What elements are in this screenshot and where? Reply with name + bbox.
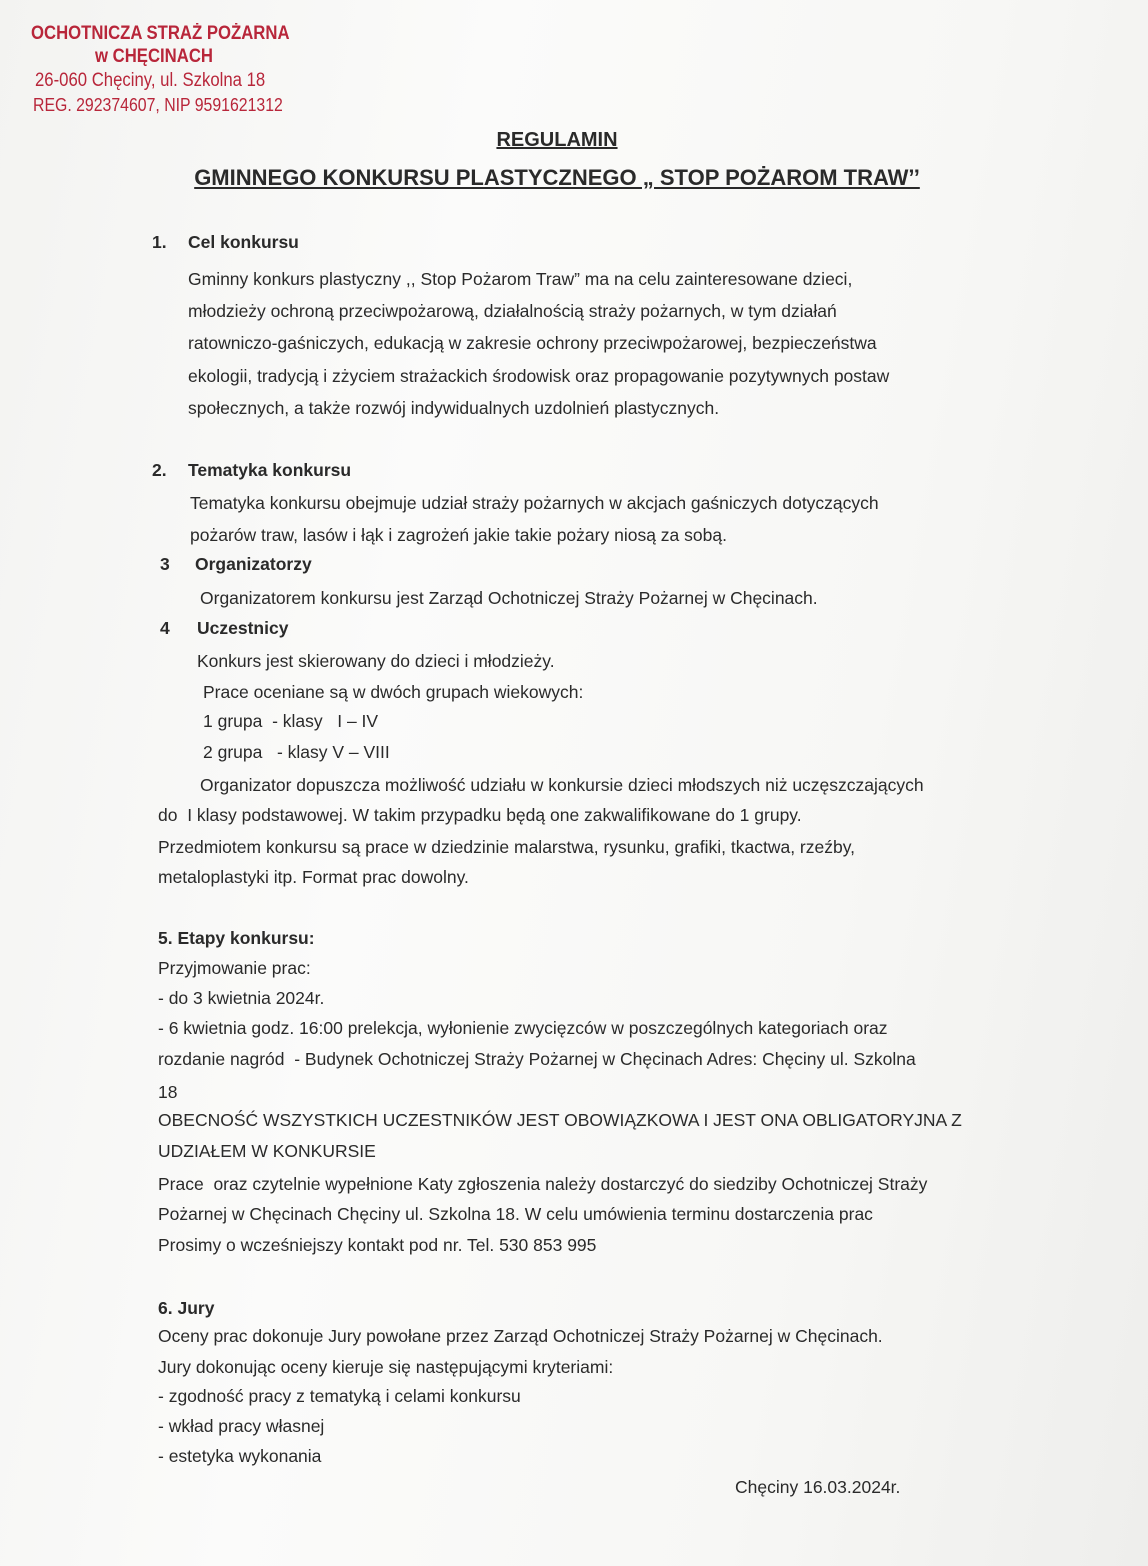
text-line: Tematyka konkursu obejmuje udział straży pożarnych w akcjach gaśniczych dotyczących: [190, 493, 879, 513]
stamp-line: OCHOTNICZA STRAŻ POŻARNA: [31, 23, 290, 44]
document-title: REGULAMIN: [496, 129, 618, 151]
text-line: - do 3 kwietnia 2024r.: [158, 988, 325, 1008]
section-number: 4: [160, 618, 170, 638]
text-line: młodzieży ochroną przeciwpożarową, działalnością straży pożarnych, w tym działań: [188, 301, 837, 321]
text-line: Organizator dopuszcza możliwość udziału w konkursie dzieci młodszych niż uczęszczających: [200, 775, 924, 795]
text-line: UDZIAŁEM W KONKURSIE: [158, 1141, 376, 1161]
text-line: Przyjmowanie prac:: [158, 958, 311, 978]
text-line: - wkład pracy własnej: [158, 1416, 325, 1436]
text-line: pożarów traw, lasów i łąk i zagrożeń jakie takie pożary niosą za sobą.: [190, 525, 727, 545]
document-subtitle: GMINNEGO KONKURSU PLASTYCZNEGO „ STOP POŻAROM TRAW’’: [194, 165, 920, 190]
section-heading: Uczestnicy: [197, 618, 289, 638]
text-line: Jury dokonując oceny kieruje się następującymi kryteriami:: [158, 1357, 614, 1377]
text-line: 2 grupa - klasy V – VIII: [203, 742, 390, 762]
section-number: 2.: [152, 460, 167, 480]
text-line: 1 grupa - klasy I – IV: [203, 711, 379, 731]
stamp-line: REG. 292374607, NIP 9591621312: [33, 95, 283, 115]
section-heading: 6. Jury: [158, 1298, 215, 1318]
text-line: Gminny konkurs plastyczny ,, Stop Pożarom Traw” ma na celu zainteresowane dzieci,: [188, 269, 853, 289]
text-line: do I klasy podstawowej. W takim przypadku będą one zakwalifikowane do 1 grupy.: [158, 805, 802, 825]
stamp-line: w CHĘCINACH: [95, 46, 213, 67]
text-line: Konkurs jest skierowany do dzieci i młodzieży.: [197, 651, 555, 671]
text-line: Oceny prac dokonuje Jury powołane przez Zarząd Ochotniczej Straży Pożarnej w Chęcinach.: [158, 1326, 883, 1346]
text-line: Prace oraz czytelnie wypełnione Katy zgłoszenia należy dostarczyć do siedziby Ochotniczej Straży: [158, 1174, 928, 1194]
text-line: - estetyka wykonania: [158, 1446, 322, 1466]
text-line: - 6 kwietnia godz. 16:00 prelekcja, wyłonienie zwycięzców w poszczególnych kategoriach oraz: [158, 1018, 888, 1038]
text-line: Prosimy o wcześniejszy kontakt pod nr. Tel. 530 853 995: [158, 1235, 597, 1255]
text-line: ekologii, tradycją i zżyciem strażackich środowisk oraz propagowanie pozytywnych postaw: [188, 366, 890, 386]
section-number: 3: [160, 554, 170, 574]
text-line: Przedmiotem konkursu są prace w dziedzinie malarstwa, rysunku, grafiki, tkactwa, rzeźby,: [158, 837, 856, 857]
document-date: Chęciny 16.03.2024r.: [735, 1477, 901, 1497]
text-line: - zgodność pracy z tematyką i celami konkursu: [158, 1386, 521, 1406]
text-line: ratowniczo-gaśniczych, edukacją w zakresie ochrony przeciwpożarowej, bezpieczeństwa: [188, 333, 877, 353]
text-line: metaloplastyki itp. Format prac dowolny.: [158, 867, 469, 887]
section-heading: Organizatorzy: [195, 554, 312, 574]
section-heading: Cel konkursu: [188, 232, 299, 252]
text-line: Prace oceniane są w dwóch grupach wiekowych:: [203, 682, 584, 702]
stamp-line: 26-060 Chęciny, ul. Szkolna 18: [35, 70, 266, 91]
section-heading: 5. Etapy konkursu:: [158, 928, 315, 948]
text-line: Pożarnej w Chęcinach Chęciny ul. Szkolna 18. W celu umówienia terminu dostarczenia prac: [158, 1204, 873, 1224]
section-number: 1.: [152, 232, 167, 252]
text-line: 18: [158, 1082, 178, 1102]
text-line: OBECNOŚĆ WSZYSTKICH UCZESTNIKÓW JEST OBOWIĄZKOWA I JEST ONA OBLIGATORYJNA Z: [158, 1110, 962, 1130]
text-line: rozdanie nagród - Budynek Ochotniczej Straży Pożarnej w Chęcinach Adres: Chęciny ul. Szkolna: [158, 1049, 916, 1069]
section-heading: Tematyka konkursu: [188, 460, 352, 480]
text-line: społecznych, a także rozwój indywidualnych uzdolnień plastycznych.: [188, 398, 720, 418]
text-line: Organizatorem konkursu jest Zarząd Ochotniczej Straży Pożarnej w Chęcinach.: [200, 588, 818, 608]
